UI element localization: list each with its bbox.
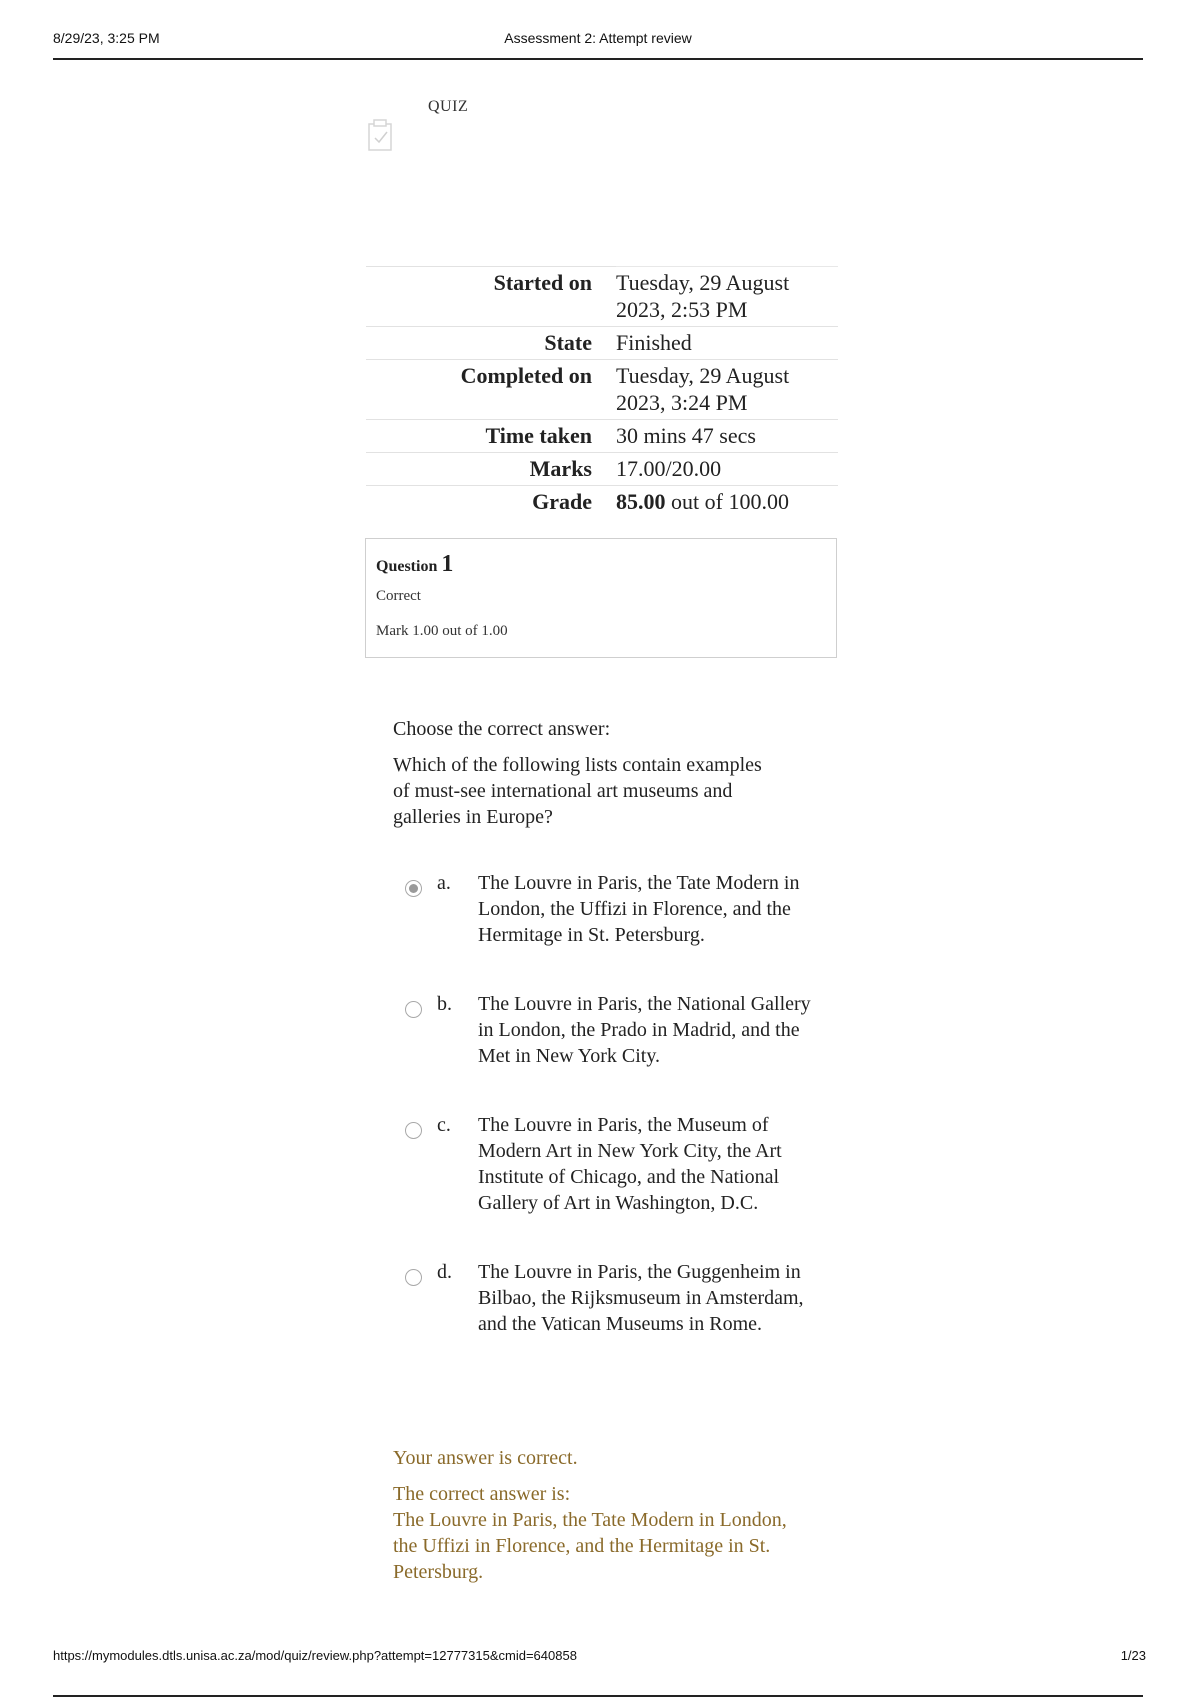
feedback-correct-answer: The Louvre in Paris, the Tate Modern in London, the Uffizi in Florence, and the Hermitage in St. Petersburg.: [393, 1509, 787, 1583]
quiz-icon: [366, 118, 396, 152]
grade-out-of: out of 100.00: [665, 489, 789, 514]
answer-text: The Louvre in Paris, the Guggenheim in Bilbao, the Rijksmuseum in Amsterdam, and the Vatican Museums in Rome.: [478, 1261, 804, 1335]
question-feedback: [393, 1445, 793, 1585]
answer-letter: b.: [437, 993, 452, 1015]
answer-letter: d.: [437, 1261, 452, 1283]
grade-label: Grade: [366, 486, 616, 519]
marks-label: Marks: [366, 453, 616, 486]
feedback-result: Your answer is correct.: [393, 1447, 578, 1469]
answer-radio-b[interactable]: [405, 1001, 422, 1018]
print-page-number: 1/23: [1120, 1648, 1146, 1663]
completed-on-label: Completed on: [366, 360, 616, 420]
summary-row-completed: [366, 360, 838, 420]
started-on-label: Started on: [366, 267, 616, 327]
question-instruction: Choose the correct answer:: [393, 718, 611, 740]
question-number-value: 1: [441, 551, 454, 577]
summary-row-marks: [366, 453, 838, 486]
answer-option-b: [405, 991, 825, 1112]
print-header: [53, 28, 1143, 60]
question-label: Question: [376, 558, 442, 575]
summary-row-state: [366, 327, 838, 360]
answer-radio-d[interactable]: [405, 1269, 422, 1286]
question-prompt: Which of the following lists contain examples of must-see international art museums and galleries in Europe?: [393, 754, 762, 828]
completed-on-value: Tuesday, 29 August 2023, 3:24 PM: [616, 360, 838, 420]
print-footer-url: https://mymodules.dtls.unisa.ac.za/mod/quiz/review.php?attempt=12777315&cmid=640858: [53, 1648, 577, 1663]
answer-options: [405, 870, 825, 1380]
print-date: 8/29/23, 3:25 PM: [53, 30, 160, 46]
feedback-intro: The correct answer is:: [393, 1483, 571, 1505]
question-state: Correct: [376, 588, 421, 604]
quiz-label: QUIZ: [428, 98, 469, 115]
question-grade: Mark 1.00 out of 1.00: [376, 623, 508, 639]
summary-row-time: [366, 420, 838, 453]
attempt-summary-table: [366, 266, 838, 518]
marks-value: 17.00/20.00: [616, 453, 838, 486]
state-label: State: [366, 327, 616, 360]
footer-divider: [53, 1695, 1143, 1697]
question-number: [376, 551, 826, 578]
time-taken-label: Time taken: [366, 420, 616, 453]
answer-option-c: [405, 1112, 825, 1259]
question-info-box: [365, 538, 837, 658]
summary-row-grade: [366, 486, 838, 519]
state-value: Finished: [616, 327, 838, 360]
answer-text: The Louvre in Paris, the Museum of Modern Art in New York City, the Art Institute of Chicago, and the National Gallery of Art in Washington, D.C.: [478, 1114, 782, 1214]
answer-text: The Louvre in Paris, the Tate Modern in London, the Uffizi in Florence, and the Hermitage in St. Petersburg.: [478, 872, 800, 946]
answer-option-d: [405, 1259, 825, 1380]
time-taken-value: 30 mins 47 secs: [616, 420, 838, 453]
grade-score: 85.00: [616, 489, 666, 514]
print-page-title: Assessment 2: Attempt review: [504, 30, 692, 46]
answer-text: The Louvre in Paris, the National Gallery in London, the Prado in Madrid, and the Met in New York City.: [478, 993, 811, 1067]
question-text: [393, 716, 773, 840]
summary-row-started: [366, 267, 838, 327]
answer-option-a: [405, 870, 825, 991]
answer-letter: a.: [437, 872, 451, 894]
started-on-value: Tuesday, 29 August 2023, 2:53 PM: [616, 267, 838, 327]
grade-value: [616, 486, 838, 519]
answer-radio-a[interactable]: [405, 880, 422, 897]
answer-letter: c.: [437, 1114, 451, 1136]
answer-radio-c[interactable]: [405, 1122, 422, 1139]
